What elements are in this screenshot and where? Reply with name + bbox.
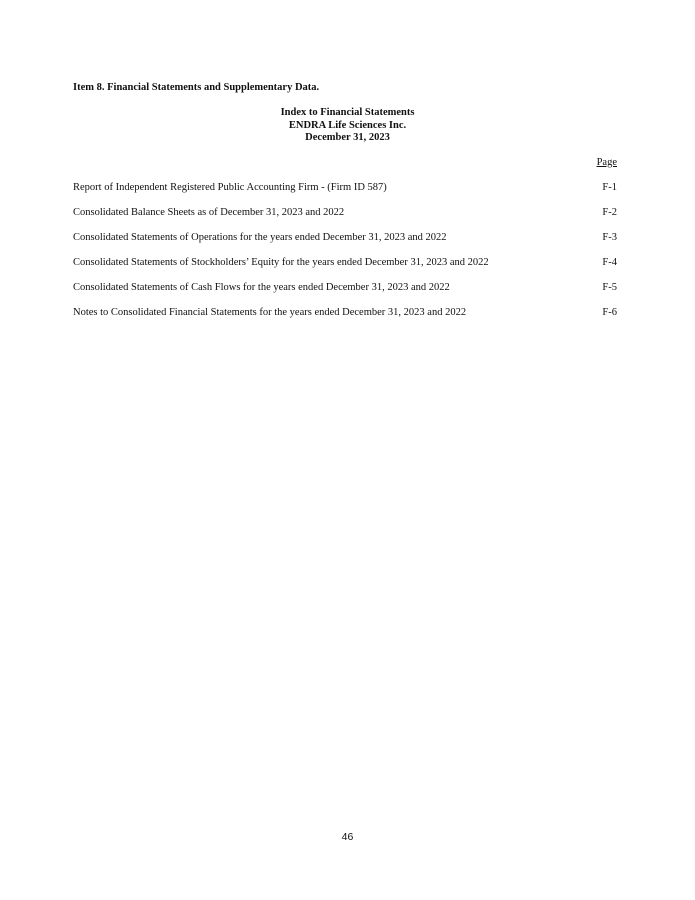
company-name: ENDRA Life Sciences Inc. <box>288 119 407 131</box>
toc-row <box>73 232 617 257</box>
toc-entry-title: Consolidated Statements of Stockholders’ Equity for the years ended December 31, 2023 and 2022 <box>73 257 489 268</box>
toc-entry-page: F-5 <box>602 282 617 293</box>
index-title-block <box>0 107 695 145</box>
toc-entry-page: F-6 <box>602 307 617 318</box>
page-column-header: Page <box>596 157 617 168</box>
toc-row <box>73 282 617 307</box>
toc-row <box>73 257 617 282</box>
report-date: December 31, 2023 <box>305 132 390 143</box>
index-title: Index to Financial Statements <box>280 107 415 118</box>
toc-entry-page: F-3 <box>602 232 617 243</box>
section-heading: Item 8. Financial Statements and Supplementary Data. <box>73 82 320 93</box>
toc-entry-page: F-1 <box>602 182 617 193</box>
toc-row <box>73 182 617 207</box>
toc-row <box>73 307 617 332</box>
toc-entry-page: F-4 <box>602 257 617 268</box>
toc-entry-title: Notes to Consolidated Financial Statements for the years ended December 31, 2023 and 2022 <box>73 307 467 318</box>
toc-entry-title: Report of Independent Registered Public Accounting Firm - (Firm ID 587) <box>73 182 387 193</box>
toc-entry-title: Consolidated Statements of Operations for the years ended December 31, 2023 and 2022 <box>73 232 447 243</box>
toc-entry-title: Consolidated Statements of Cash Flows for the years ended December 31, 2023 and 2022 <box>73 282 450 293</box>
toc-row <box>73 207 617 232</box>
toc-entry-title: Consolidated Balance Sheets as of December 31, 2023 and 2022 <box>73 207 345 218</box>
table-of-contents <box>73 182 617 332</box>
toc-entry-page: F-2 <box>602 207 617 218</box>
footer-page-number: 46 <box>341 831 354 843</box>
